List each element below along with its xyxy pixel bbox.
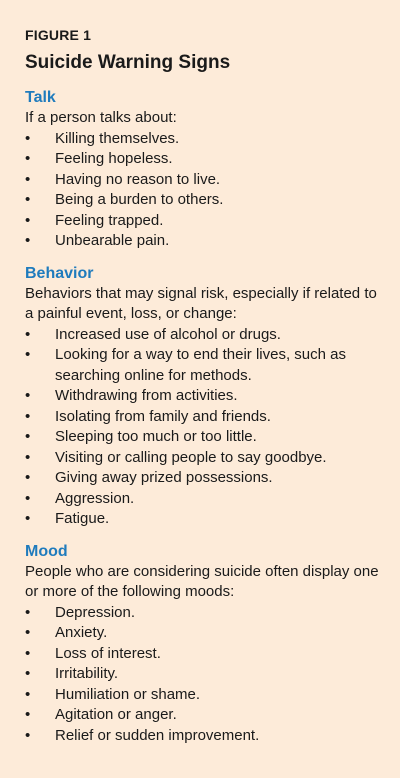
bullet-icon: • [25,448,31,466]
bullet-list [25,603,380,747]
list-item [25,407,380,428]
bullet-icon: • [25,191,31,208]
list-item-text: Looking for a way to end their lives, such as searching online for methods. [55,346,346,384]
bullet-icon: • [25,685,31,703]
list-item-text: Agitation or anger. [55,706,177,723]
section-behavior [25,264,380,530]
list-item [25,345,380,386]
bullet-icon: • [25,129,31,147]
figure-title: Suicide Warning Signs [25,52,231,73]
bullet-icon: • [25,407,31,425]
list-item [25,705,380,726]
list-item [25,603,380,624]
list-item [25,726,380,747]
bullet-icon: • [25,428,31,445]
list-item-text: Unbearable pain. [55,232,170,249]
list-item-text: Feeling trapped. [55,211,164,229]
bullet-icon: • [25,665,31,682]
bullet-icon: • [25,644,31,662]
list-item [25,685,380,706]
section-intro: People who are considering suicide often display one or more of the following moods: [25,562,379,600]
list-item [25,211,380,232]
bullet-icon: • [25,489,31,507]
bullet-icon: • [25,510,31,527]
list-item [25,149,380,170]
list-item-text: Irritability. [55,665,119,682]
list-item [25,509,380,530]
bullet-icon: • [25,325,31,343]
list-item-text: Isolating from family and friends. [55,407,271,425]
bullet-icon: • [25,726,31,744]
bullet-icon: • [25,170,31,188]
list-item [25,427,380,448]
list-item-text: Loss of interest. [55,644,161,662]
list-item-text: Feeling hopeless. [55,150,173,167]
bullet-icon: • [25,211,31,229]
list-item [25,129,380,150]
list-item [25,231,380,252]
list-item-text: Giving away prized possessions. [55,469,273,486]
bullet-icon: • [25,346,31,363]
bullet-list [25,129,380,252]
section-heading: Behavior [25,264,94,282]
section-intro: If a person talks about: [25,109,177,126]
list-item [25,448,380,469]
bullet-icon: • [25,232,31,249]
list-item [25,489,380,510]
list-item-text: Being a burden to others. [55,191,224,208]
section-mood [25,542,380,747]
section-talk [25,88,380,252]
list-item [25,468,380,489]
figure-label: FIGURE 1 [25,27,92,43]
list-item-text: Increased use of alcohol or drugs. [55,325,281,343]
list-item-text: Aggression. [55,489,135,507]
list-item [25,644,380,665]
list-item-text: Killing themselves. [55,129,180,147]
bullet-list [25,325,380,530]
list-item-text: Anxiety. [55,624,108,641]
section-intro: Behaviors that may signal risk, especially if related to a painful event, loss, or change: [25,284,377,322]
list-item-text: Having no reason to live. [55,170,221,188]
section-heading: Talk [25,89,56,106]
list-item [25,664,380,685]
list-item [25,190,380,211]
bullet-icon: • [25,150,31,167]
bullet-icon: • [25,469,31,486]
bullet-icon: • [25,387,31,404]
list-item-text: Withdrawing from activities. [55,387,238,404]
list-item-text: Depression. [55,603,136,621]
bullet-icon: • [25,603,31,621]
list-item-text: Humiliation or shame. [55,685,201,703]
list-item [25,386,380,407]
list-item [25,325,380,346]
list-item-text: Relief or sudden improvement. [55,726,260,744]
list-item-text: Fatigue. [55,510,110,527]
list-item [25,623,380,644]
section-heading: Mood [25,542,68,560]
list-item-text: Sleeping too much or too little. [55,428,257,445]
list-item-text: Visiting or calling people to say goodbye. [55,448,327,466]
list-item [25,170,380,191]
bullet-icon: • [25,624,31,641]
bullet-icon: • [25,706,31,723]
